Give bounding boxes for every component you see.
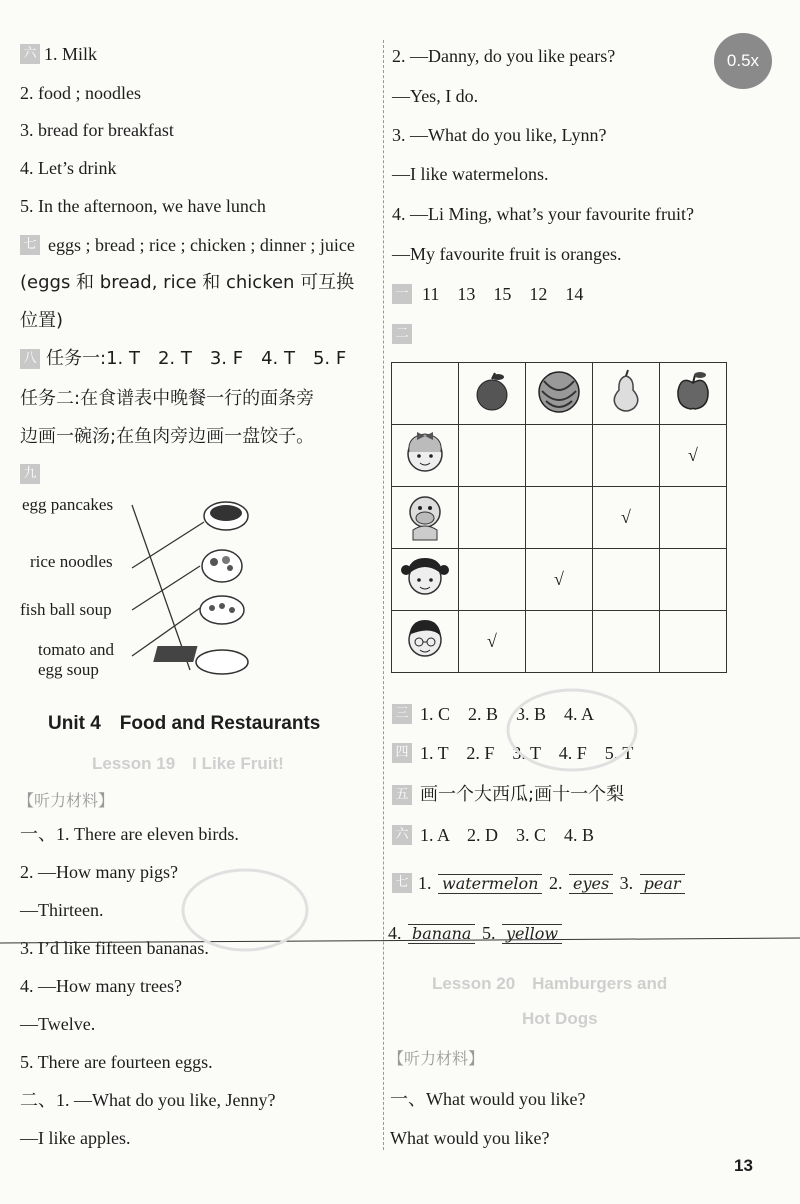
answer-line: 4. Let’s drink [20,158,117,178]
match-item: rice noodles [30,552,113,571]
section-badge-7: 七 [20,235,40,255]
answer-line: 任务二:在食谱表中晚餐一行的面条旁 [20,388,315,409]
listening-label: 【听力材料】 [388,1049,485,1068]
match-line [132,522,204,568]
handwritten-answers-row-1 [418,871,687,895]
table-cell [526,549,593,611]
apple-icon [673,369,713,413]
section-badge-6r: 六 [392,825,412,845]
section-badge-5: 五 [392,785,412,805]
section-badge-3: 三 [392,704,412,724]
checkmark: √ [621,507,631,527]
checkmark: √ [554,569,564,589]
answer-line: 5. In the afternoon, we have lunch [20,196,266,216]
table-cell [593,425,660,487]
handwritten-answers-row-2 [388,921,564,945]
matching-diagram [0,480,260,690]
handwritten-answer: watermelon [438,874,542,894]
answer-line: 1. Milk [44,44,98,64]
table-cell [459,487,526,549]
pear-icon [606,368,646,414]
dialog-line: 4. —Li Ming, what’s your favourite fruit? [392,204,694,224]
dialog-line: —Yes, I do. [392,86,479,106]
noodle-bowl-icon [202,550,242,582]
answer-line: (eggs 和 bread, rice 和 chicken 可互换 [20,272,355,293]
section-badge-1: 一 [392,284,412,304]
answer-line: eggs ; bread ; rice ; chicken ; dinner ; juice [48,235,355,255]
listening-line: 二、1. —What do you like, Jenny? [20,1090,276,1110]
listening-line: —Thirteen. [20,900,104,920]
table-cell [459,611,526,673]
girl-lynn-icon [399,550,451,604]
listening-line: What would you like? [390,1128,550,1148]
answer-line: 任务一:1. T 2. T 3. F 4. T 5. F [46,348,347,369]
section-badge-4: 四 [392,743,412,763]
table-cell [593,611,660,673]
listening-line: —I like apples. [20,1128,131,1148]
checkmark: √ [487,631,497,651]
dialog-line: 3. —What do you like, Lynn? [392,125,607,145]
answer-number: 2. [548,873,563,893]
answer-line: 1. C 2. B 3. B 4. A [420,704,595,724]
answer-number: 5. [481,923,496,943]
answer-line: 1. A 2. D 3. C 4. B [420,825,595,845]
answer-line: 3. bread for breakfast [20,120,174,140]
table-cell [526,425,593,487]
section-badge-2: 二 [392,324,412,344]
orange-icon [472,369,512,413]
section-badge-9: 九 [20,464,40,484]
answer-number: 4. [388,923,402,943]
match-item: tomato and [38,640,115,659]
watermark-stamp [170,860,320,960]
lesson-20-heading: Lesson 20 Hamburgers and [432,974,668,993]
boy-danny-icon [399,488,451,542]
answer-number: 3. [619,873,634,893]
table-header-cell [459,363,526,425]
section-badge-7r: 七 [392,873,412,893]
answer-line: 位置) [20,310,64,331]
listening-line: 2. —How many pigs? [20,862,178,882]
lesson-19-heading: Lesson 19 I Like Fruit! [92,754,284,773]
table-person-cell [392,487,459,549]
fruit-preference-table [391,362,727,673]
table-cell [459,549,526,611]
pancake-plate-icon [153,646,248,674]
table-header-cell [526,363,593,425]
table-person-cell [392,549,459,611]
table-person-cell [392,611,459,673]
handwritten-answer: pear [640,874,685,894]
answer-line: 11 13 15 12 14 [422,284,584,304]
watermelon-icon [536,369,582,413]
listening-line: 5. There are fourteen eggs. [20,1052,213,1072]
lesson-20-heading-cont: Hot Dogs [522,1009,598,1028]
answer-line: 画一个大西瓜;画十一个梨 [420,784,625,805]
answer-line: 1. T 2. F 3. T 4. F 5. T [420,743,634,763]
listening-label: 【听力材料】 [18,791,115,810]
egg-pancakes-bowl-icon [204,502,248,530]
table-cell [660,425,727,487]
checkmark: √ [688,445,698,465]
column-divider [383,40,384,1150]
handwritten-answer: banana [408,924,475,944]
table-person-cell [392,425,459,487]
match-item: egg soup [38,660,99,679]
match-item: fish ball soup [20,600,112,619]
table-header-cell [593,363,660,425]
handwritten-answer: eyes [569,874,613,894]
listening-line: 一、What would you like? [390,1089,586,1109]
match-line [132,505,190,670]
table-cell [526,487,593,549]
listening-line: 4. —How many trees? [20,976,182,996]
match-item: egg pancakes [22,495,114,514]
dialog-line: —My favourite fruit is oranges. [392,244,622,264]
answer-number: 1. [418,873,432,893]
table-header-cell [660,363,727,425]
section-badge-8: 八 [20,349,40,369]
listening-line: —Twelve. [20,1014,96,1034]
table-corner [392,363,459,425]
watermark-stamp [492,680,652,780]
dialog-line: —I like watermelons. [392,164,549,184]
girl-jenny-icon [399,426,451,480]
listening-line: 3. I’d like fifteen bananas. [20,938,209,958]
table-cell [660,549,727,611]
listening-line: 一、1. There are eleven birds. [20,824,239,844]
playback-speed-badge[interactable]: 0.5x [714,33,772,89]
table-cell [660,487,727,549]
table-cell [459,425,526,487]
boy-li-ming-icon [399,612,451,666]
table-cell [526,611,593,673]
page-number: 13 [734,1156,753,1175]
answer-line: 边画一碗汤;在鱼肉旁边画一盘饺子。 [20,426,315,447]
table-cell [593,549,660,611]
unit-title: Unit 4 Food and Restaurants [48,713,321,734]
answer-line: 2. food ; noodles [20,83,141,103]
table-cell [660,611,727,673]
table-cell [593,487,660,549]
dialog-line: 2. —Danny, do you like pears? [392,46,616,66]
handwritten-answer: yellow [502,924,562,944]
section-badge-6: 六 [20,44,40,64]
soup-bowl-icon [200,596,244,624]
